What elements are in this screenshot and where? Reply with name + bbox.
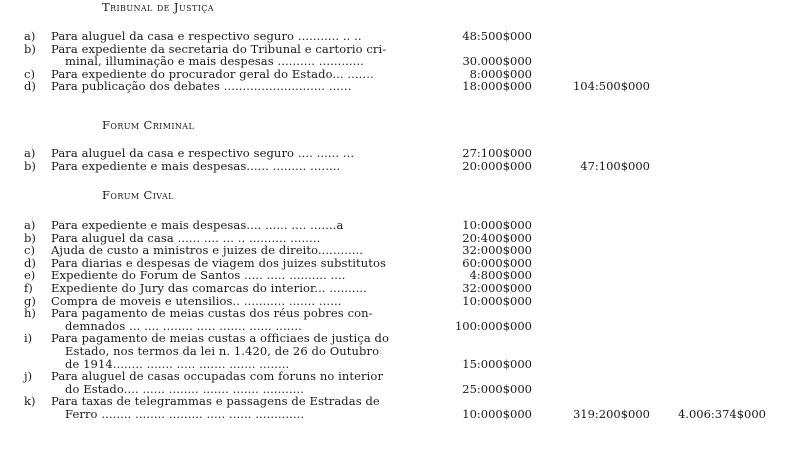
item-line	[0, 382, 800, 395]
item-letter: f)	[24, 281, 33, 295]
item-description: Ferro ........ ........ ......... ..... ...... .............	[65, 407, 305, 421]
item-description: Estado, nos termos da lei n. 1.420, de 26 do Outubro	[65, 344, 380, 358]
section-title: Forum Cival	[102, 188, 174, 202]
item-description: do Estado.... ...... ........ ....... ....... ...........	[65, 381, 304, 396]
item-line	[0, 268, 800, 281]
item-value: 60:000$000	[462, 255, 532, 270]
item-line	[0, 306, 800, 319]
item-value: 15:000$000	[462, 356, 532, 371]
item-letter: g)	[24, 293, 36, 308]
item-description: Para pagamento de meias custas dos réus pobres con-	[51, 306, 373, 321]
item-description: Expediente do Jury das comarcas do interior... ..........	[51, 281, 367, 295]
item-line	[0, 407, 800, 420]
item-value: 20:000$000	[462, 158, 532, 173]
item-line	[0, 29, 800, 42]
item-letter: c)	[24, 243, 35, 258]
item-value: 25:000$000	[462, 381, 532, 396]
item-description: Para pagamento de meias custas a officiaes de justiça do	[51, 331, 390, 346]
item-description: Ajuda de custo a ministros e juizes de direito............	[51, 243, 363, 258]
item-line	[0, 67, 800, 80]
item-letter: b)	[24, 230, 36, 245]
item-value: 4:800$000	[469, 268, 532, 283]
item-line	[0, 319, 800, 332]
item-letter: a)	[24, 146, 36, 160]
section-subtotal: 319:200$000	[572, 407, 650, 421]
item-description: Para publicação dos debates ........................... ......	[51, 79, 352, 94]
item-letter: a)	[24, 29, 36, 43]
item-line	[0, 146, 800, 159]
item-letter: d)	[24, 79, 36, 94]
item-line	[0, 331, 800, 344]
item-line	[0, 231, 800, 244]
item-line	[0, 256, 800, 269]
item-description: minal, illuminação e mais despesas .......... ............	[65, 54, 364, 69]
item-letter: b)	[24, 41, 36, 56]
item-description: Para aluguel da casa e respectivo seguro ........... .. ..	[51, 29, 362, 43]
section-subtotal: 47:100$000	[580, 158, 650, 173]
item-line	[0, 42, 800, 55]
section-subtotal: 104:500$000	[572, 79, 650, 94]
grand-total: 4.006:374$000	[677, 407, 766, 421]
item-line	[0, 218, 800, 231]
item-letter: d)	[24, 255, 36, 270]
item-line	[0, 79, 800, 92]
item-value: 32:000$000	[462, 243, 532, 258]
item-line	[0, 394, 800, 407]
item-line	[0, 54, 800, 67]
item-description: Para aluguel da casa ...... .... ... .. .......... ........	[51, 230, 321, 245]
item-line	[0, 357, 800, 370]
item-description: Para expediente e mais despesas...... ......... ........	[51, 158, 341, 173]
item-value: 27:100$000	[462, 146, 532, 160]
item-description: Para aluguel da casa e respectivo seguro .... ...... ...	[51, 146, 355, 160]
item-line	[0, 243, 800, 256]
item-value: 10:000$000	[462, 407, 532, 421]
item-letter: j)	[24, 369, 33, 384]
item-description: Para expediente do procurador geral do Estado... .......	[51, 66, 374, 81]
item-letter: e)	[24, 268, 36, 283]
item-letter: c)	[24, 66, 35, 81]
item-description: Para expediente e mais despesas.... ...... .... .......a	[51, 218, 344, 232]
item-value: 100:000$000	[454, 318, 532, 333]
item-value: 48:500$000	[462, 29, 532, 43]
item-line	[0, 294, 800, 307]
item-value: 10:000$000	[462, 218, 532, 232]
item-letter: i)	[24, 331, 33, 346]
item-description: Para taxas de telegrammas e passagens de Estradas de	[51, 394, 380, 409]
item-line	[0, 281, 800, 294]
item-letter: a)	[24, 218, 36, 232]
item-letter: h)	[24, 306, 36, 321]
item-letter: b)	[24, 158, 36, 173]
item-value: 18:000$000	[462, 79, 532, 94]
item-value: 30.000$000	[462, 54, 532, 69]
item-description: Para diarias e despesas de viagem dos juizes substitutos	[51, 255, 387, 270]
item-description: Expediente do Forum de Santos ..... ..... .......... ....	[51, 268, 346, 283]
item-value: 32:000$000	[462, 281, 532, 295]
item-description: Compra de moveis e utensilios.. ........... ....... ......	[51, 293, 342, 308]
item-description: Para expediente da secretaria do Tribunal e cartorio cri-	[51, 41, 387, 56]
section-title: Tribunal de Justiça	[102, 0, 214, 14]
item-description: demnados ... .... ........ ..... ....... ...... .......	[65, 318, 302, 333]
item-value: 10:000$000	[462, 293, 532, 308]
item-line	[0, 159, 800, 172]
item-line	[0, 369, 800, 382]
item-description: de 1914........ ....... ..... ....... ....... ........	[65, 356, 290, 371]
item-value: 20:400$000	[462, 230, 532, 245]
item-description: Para aluguel de casas occupadas com foruns no interior	[51, 369, 384, 384]
item-line	[0, 344, 800, 357]
item-letter: k)	[24, 394, 36, 409]
section-title: Forum Criminal	[102, 118, 195, 132]
item-value: 8:000$000	[469, 66, 532, 81]
